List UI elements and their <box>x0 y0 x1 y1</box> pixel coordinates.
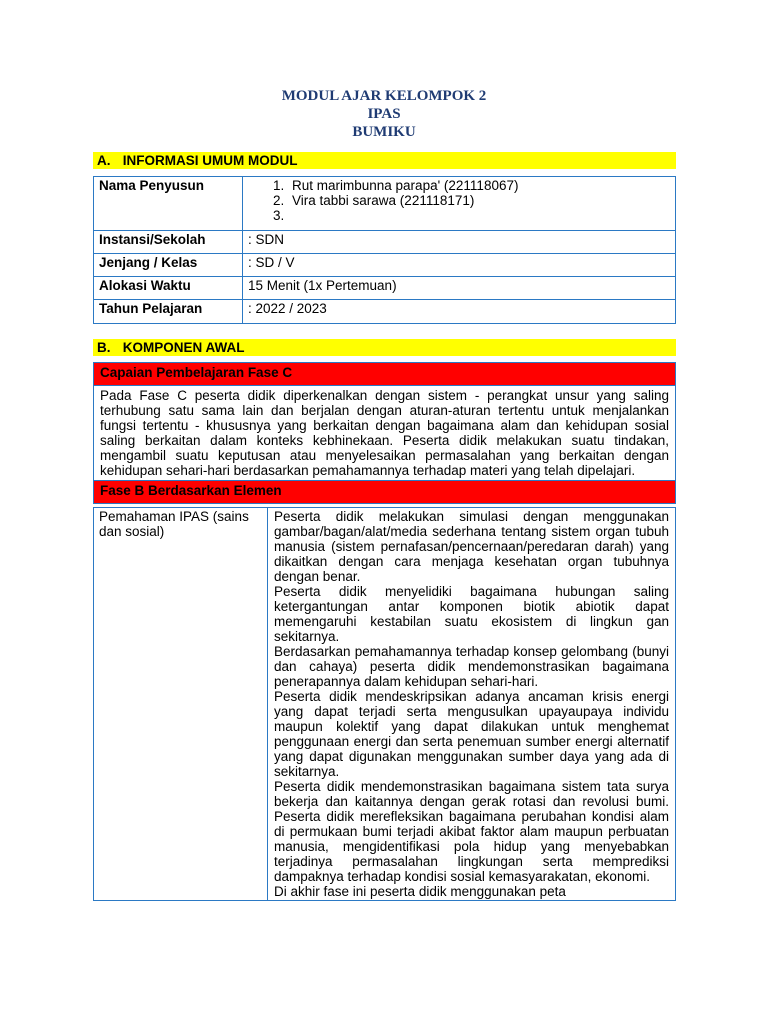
jenjang-value: : SD / V <box>243 254 676 277</box>
title-line-2: IPAS <box>367 106 401 122</box>
penyusun-item: 1. Rut marimbunna parapa' (221118067) <box>288 178 670 193</box>
instansi-row <box>94 231 676 254</box>
element-paragraph: Di akhir fase ini peserta didik menggunakan peta <box>274 884 566 899</box>
instansi-label: Instansi/Sekolah <box>94 231 243 254</box>
capaian-text-row <box>94 386 676 481</box>
capaian-heading: Capaian Pembelajaran Fase C <box>94 363 676 386</box>
tahun-label: Tahun Pelajaran <box>94 300 243 324</box>
fase-b-heading: Fase B Berdasarkan Elemen <box>94 481 676 504</box>
instansi-value: : SDN <box>243 231 676 254</box>
penyusun-row <box>94 177 676 231</box>
capaian-table <box>93 362 676 504</box>
section-b-title: KOMPONEN AWAL <box>122 340 245 355</box>
section-b-letter: B. <box>97 340 111 355</box>
element-paragraph: Peserta didik menyelidiki bagaimana hubungan saling ketergantungan antar komponen biotik abiotik dapat memengaruhi kestabilan suatu ekosistem di lingkun gan sekitarnya. <box>274 584 669 644</box>
tahun-value: : 2022 / 2023 <box>243 300 676 324</box>
section-a-title: INFORMASI UMUM MODUL <box>122 153 298 168</box>
penyusun-item: 2. Vira tabbi sarawa (221118171) <box>288 193 670 208</box>
tahun-row <box>94 300 676 324</box>
penyusun-item <box>288 208 670 223</box>
capaian-heading-row <box>94 363 676 386</box>
fase-b-heading-row <box>94 481 676 504</box>
penyusun-value <box>243 177 676 231</box>
penyusun-label: Nama Penyusun <box>94 177 243 231</box>
document-title <box>0 87 768 141</box>
section-b-heading <box>93 339 676 356</box>
section-a-letter: A. <box>97 153 111 168</box>
element-paragraph: Peserta didik mendemonstrasikan bagaimana sistem tata surya bekerja dan kaitannya dengan gerak rotasi dan revolusi bumi. Peserta didik merefleksikan bagaimana perubahan kondisi alam di permukaan bumi terjadi akibat faktor alam maupun perbuatan manusia, mengidentifikasi pola hidup yang menyebabkan terjadinya permasalahan lingkungan serta memprediksi dampaknya terhadap kondisi sosial kemasyarakatan, ekonomi. <box>274 779 669 884</box>
jenjang-row <box>94 254 676 277</box>
title-line-3: BUMIKU <box>352 124 416 140</box>
element-description <box>268 508 676 901</box>
title-line-1: MODUL AJAR KELOMPOK 2 <box>281 88 487 104</box>
element-paragraph: Peserta didik mendeskripsikan adanya ancaman krisis energi yang dapat terjadi serta mengusulkan upayaupaya individu maupun kolektif yang dapat dilakukan untuk menghemat penggunaan energi dan serta penemuan sumber energi alternatif yang dapat digunakan menggunakan sumber daya yang ada di sekitarnya. <box>274 689 669 779</box>
element-table <box>93 507 676 901</box>
alokasi-value: 15 Menit (1x Pertemuan) <box>243 277 676 300</box>
capaian-text: Pada Fase C peserta didik diperkenalkan dengan sistem - perangkat unsur yang saling terhubung satu sama lain dan berjalan dengan aturan-aturan tertentu untuk menjalankan fungsi tertentu - khususnya yang berkaitan dengan bagaimana alam dan kehidupan sosial saling berkaitan dalam konteks kebhinekaan. Peserta didik melakukan suatu tindakan, mengambil suatu keputusan atau menyelesaikan permasalahan yang berkaitan dengan kehidupan sehari-hari berdasarkan pemahamannya terhadap materi yang telah dipelajari. <box>94 386 676 481</box>
alokasi-row <box>94 277 676 300</box>
element-paragraph: Berdasarkan pemahamannya terhadap konsep gelombang (bunyi dan cahaya) peserta didik mendemonstrasikan bagaimana penerapannya dalam kehidupan sehari-hari. <box>274 644 669 689</box>
element-label: Pemahaman IPAS (sains dan sosial) <box>94 508 268 901</box>
section-a-heading <box>93 152 676 169</box>
jenjang-label: Jenjang / Kelas <box>94 254 243 277</box>
penyusun-list <box>248 178 670 223</box>
info-table <box>93 176 676 324</box>
alokasi-label: Alokasi Waktu <box>94 277 243 300</box>
element-row <box>94 508 676 901</box>
element-paragraph: Peserta didik melakukan simulasi dengan menggunakan gambar/bagan/alat/media sederhana tentang sistem organ tubuh manusia (sistem pernafasan/pencernaan/peredaran darah) yang dikaitkan dengan cara menjaga kesehatan organ tubuhnya dengan benar. <box>274 509 669 584</box>
